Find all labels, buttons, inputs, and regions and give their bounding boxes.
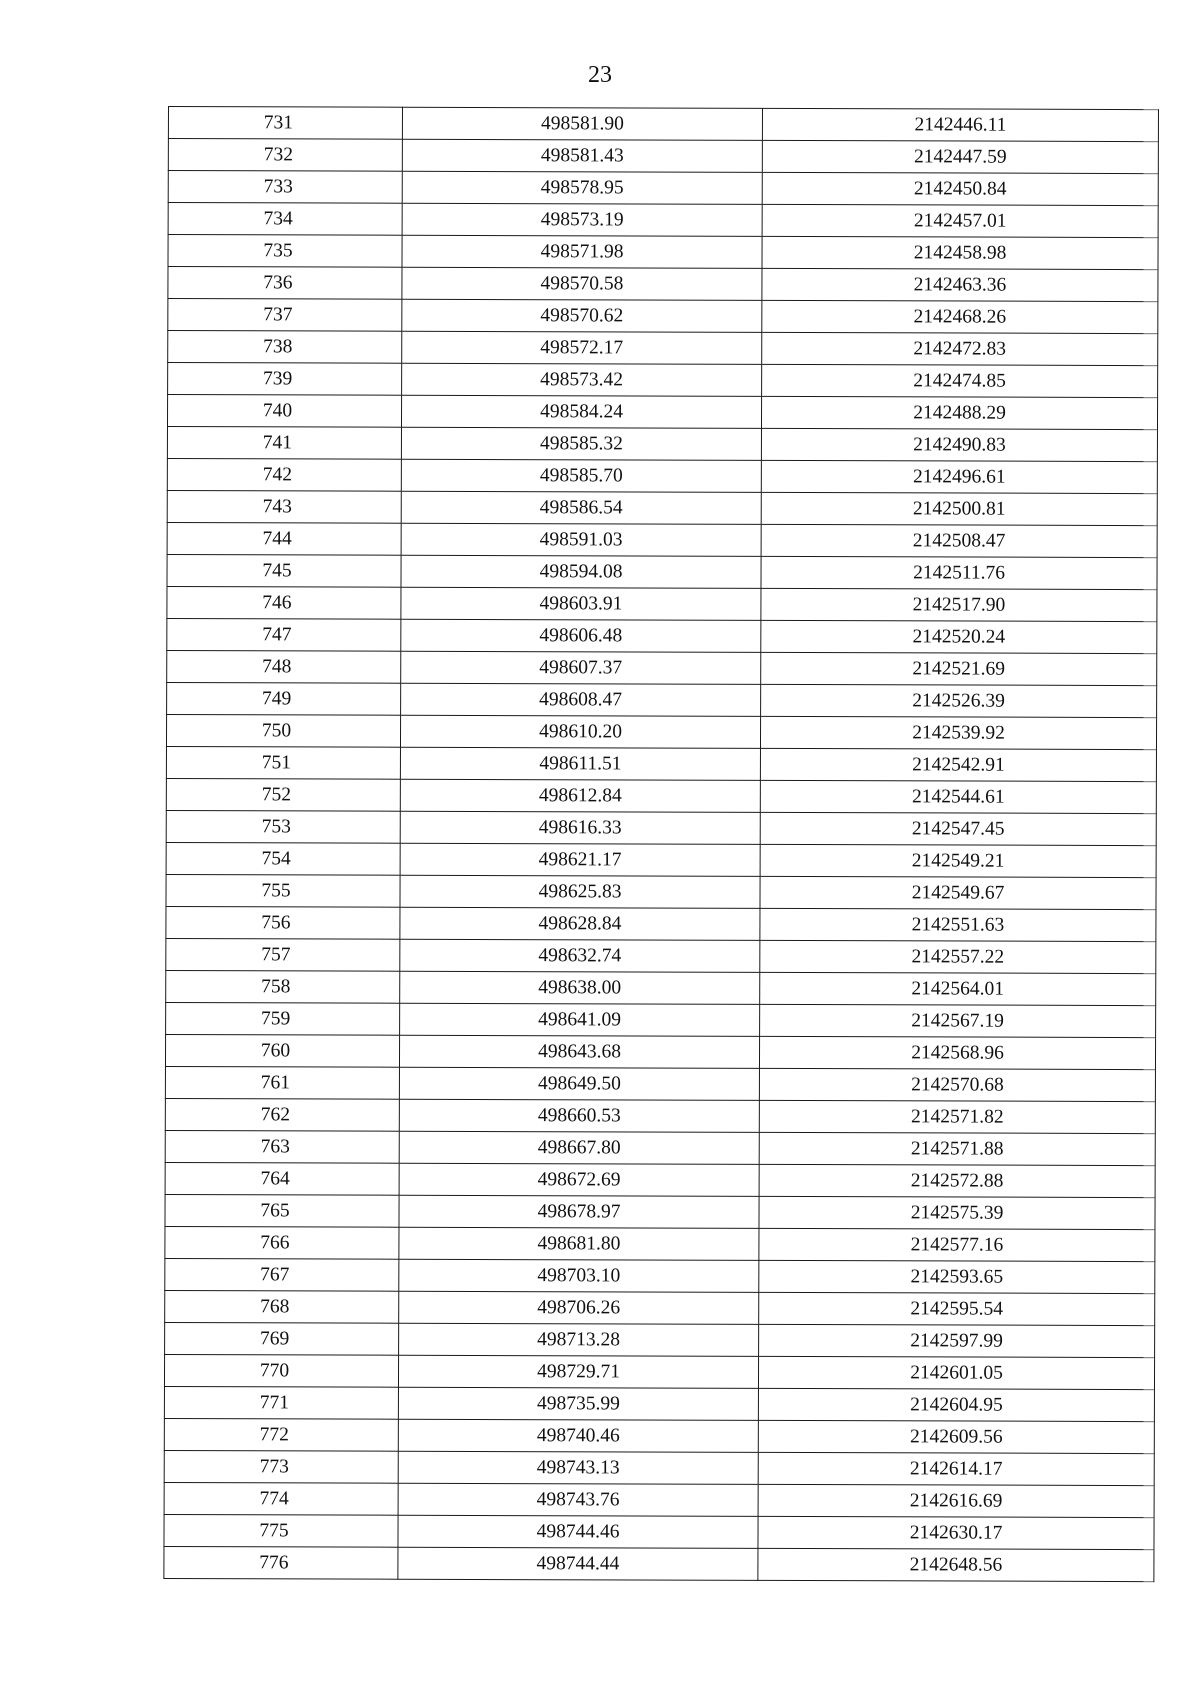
x-coordinate-cell: 498606.48 [401,619,761,652]
x-coordinate-cell: 498603.91 [401,587,761,620]
x-coordinate-cell: 498578.95 [402,171,762,204]
table-row [167,554,1157,589]
table-row [168,235,1158,270]
table-row [165,1162,1155,1197]
y-coordinate-cell: 2142508.47 [761,524,1157,557]
point-number-cell: 745 [167,554,401,587]
y-coordinate-cell: 2142575.39 [759,1196,1155,1229]
x-coordinate-cell: 498678.97 [399,1195,759,1228]
table-row [164,1482,1154,1517]
y-coordinate-cell: 2142551.63 [760,908,1156,941]
table-row [166,938,1156,973]
point-number-cell: 774 [164,1482,398,1515]
y-coordinate-cell: 2142614.17 [758,1452,1154,1485]
y-coordinate-cell: 2142458.98 [762,236,1158,269]
table-row [165,1322,1155,1357]
x-coordinate-cell: 498586.54 [401,491,761,524]
table-row [164,1450,1154,1485]
x-coordinate-cell: 498611.51 [400,747,760,780]
table-row [165,1258,1155,1293]
table-row [168,203,1158,238]
point-number-cell: 764 [165,1162,399,1195]
x-coordinate-cell: 498672.69 [399,1163,759,1196]
point-number-cell: 756 [166,906,400,939]
point-number-cell: 762 [165,1098,399,1131]
x-coordinate-cell: 498573.19 [402,203,762,236]
point-number-cell: 775 [164,1514,398,1547]
table-row [166,1002,1156,1037]
table-row [165,1034,1155,1069]
y-coordinate-cell: 2142549.21 [760,844,1156,877]
x-coordinate-cell: 498632.74 [400,939,760,972]
x-coordinate-cell: 498649.50 [399,1067,759,1100]
x-coordinate-cell: 498570.62 [402,299,762,332]
point-number-cell: 749 [167,682,401,715]
y-coordinate-cell: 2142496.61 [761,460,1157,493]
x-coordinate-cell: 498641.09 [400,1003,760,1036]
x-coordinate-cell: 498571.98 [402,235,762,268]
table-row [167,650,1157,685]
table-row [164,1418,1154,1453]
point-number-cell: 736 [168,267,402,300]
y-coordinate-cell: 2142601.05 [758,1356,1154,1389]
x-coordinate-cell: 498713.28 [399,1323,759,1356]
x-coordinate-cell: 498607.37 [401,651,761,684]
y-coordinate-cell: 2142490.83 [761,428,1157,461]
point-number-cell: 738 [168,331,402,364]
y-coordinate-cell: 2142571.82 [759,1100,1155,1133]
point-number-cell: 748 [167,650,401,683]
table-row [164,1354,1154,1389]
y-coordinate-cell: 2142593.65 [759,1260,1155,1293]
y-coordinate-cell: 2142539.92 [760,716,1156,749]
table-row [168,171,1158,206]
x-coordinate-cell: 498585.70 [401,459,761,492]
x-coordinate-cell: 498591.03 [401,523,761,556]
table-row [166,970,1156,1005]
x-coordinate-cell: 498621.17 [400,843,760,876]
point-number-cell: 769 [165,1322,399,1355]
point-number-cell: 733 [168,171,402,204]
y-coordinate-cell: 2142572.88 [759,1164,1155,1197]
x-coordinate-cell: 498628.84 [400,907,760,940]
y-coordinate-cell: 2142544.61 [760,780,1156,813]
x-coordinate-cell: 498638.00 [400,971,760,1004]
point-number-cell: 746 [167,586,401,619]
coordinate-table [163,106,1159,1582]
table-row [165,1066,1155,1101]
y-coordinate-cell: 2142500.81 [761,492,1157,525]
y-coordinate-cell: 2142648.56 [758,1548,1154,1581]
point-number-cell: 753 [166,810,400,843]
y-coordinate-cell: 2142595.54 [759,1292,1155,1325]
y-coordinate-cell: 2142542.91 [760,748,1156,781]
y-coordinate-cell: 2142567.19 [760,1004,1156,1037]
point-number-cell: 731 [168,107,402,140]
table-row [167,490,1157,525]
table-row [167,427,1157,462]
point-number-cell: 763 [165,1130,399,1163]
point-number-cell: 759 [166,1002,400,1035]
point-number-cell: 752 [166,778,400,811]
point-number-cell: 751 [166,746,400,779]
point-number-cell: 768 [165,1290,399,1323]
y-coordinate-cell: 2142446.11 [762,108,1158,141]
y-coordinate-cell: 2142457.01 [762,204,1158,237]
point-number-cell: 747 [167,618,401,651]
table-row [166,746,1156,781]
point-number-cell: 765 [165,1194,399,1227]
y-coordinate-cell: 2142450.84 [762,172,1158,205]
point-number-cell: 755 [166,874,400,907]
y-coordinate-cell: 2142472.83 [762,332,1158,365]
y-coordinate-cell: 2142549.67 [760,876,1156,909]
y-coordinate-cell: 2142517.90 [761,588,1157,621]
y-coordinate-cell: 2142547.45 [760,812,1156,845]
x-coordinate-cell: 498625.83 [400,875,760,908]
table-row [165,1226,1155,1261]
y-coordinate-cell: 2142511.76 [761,556,1157,589]
point-number-cell: 758 [166,970,400,1003]
point-number-cell: 770 [164,1354,398,1387]
point-number-cell: 771 [164,1386,398,1419]
table-row [168,363,1158,398]
table-row [167,458,1157,493]
table-row [168,299,1158,334]
table-row [164,1514,1154,1549]
x-coordinate-cell: 498706.26 [399,1291,759,1324]
point-number-cell: 743 [167,490,401,523]
y-coordinate-cell: 2142520.24 [761,620,1157,653]
point-number-cell: 772 [164,1418,398,1451]
x-coordinate-cell: 498740.46 [398,1419,758,1452]
y-coordinate-cell: 2142616.69 [758,1484,1154,1517]
table-row [165,1130,1155,1165]
table-row [164,1546,1154,1581]
x-coordinate-cell: 498660.53 [399,1099,759,1132]
table-row [167,682,1157,717]
point-number-cell: 735 [168,235,402,268]
y-coordinate-cell: 2142568.96 [759,1036,1155,1069]
table-row [166,874,1156,909]
x-coordinate-cell: 498743.76 [398,1483,758,1516]
y-coordinate-cell: 2142577.16 [759,1228,1155,1261]
x-coordinate-cell: 498585.32 [401,427,761,460]
point-number-cell: 750 [166,714,400,747]
point-number-cell: 760 [165,1034,399,1067]
point-number-cell: 741 [167,427,401,460]
y-coordinate-cell: 2142597.99 [759,1324,1155,1357]
point-number-cell: 742 [167,458,401,491]
y-coordinate-cell: 2142463.36 [762,268,1158,301]
table-row [168,331,1158,366]
x-coordinate-cell: 498643.68 [399,1035,759,1068]
point-number-cell: 773 [164,1450,398,1483]
x-coordinate-cell: 498744.44 [398,1547,758,1580]
table-row [165,1098,1155,1133]
x-coordinate-cell: 498608.47 [401,683,761,716]
table-row [167,522,1157,557]
y-coordinate-cell: 2142474.85 [762,364,1158,397]
point-number-cell: 776 [164,1546,398,1579]
y-coordinate-cell: 2142447.59 [762,140,1158,173]
x-coordinate-cell: 498743.13 [398,1451,758,1484]
y-coordinate-cell: 2142521.69 [761,652,1157,685]
table-row [166,778,1156,813]
x-coordinate-cell: 498703.10 [399,1259,759,1292]
table-row [164,1386,1154,1421]
x-coordinate-cell: 498572.17 [402,331,762,364]
x-coordinate-cell: 498581.90 [402,107,762,140]
y-coordinate-cell: 2142570.68 [759,1068,1155,1101]
x-coordinate-cell: 498616.33 [400,811,760,844]
x-coordinate-cell: 498729.71 [398,1355,758,1388]
y-coordinate-cell: 2142526.39 [761,684,1157,717]
table-row [167,586,1157,621]
x-coordinate-cell: 498667.80 [399,1131,759,1164]
table-row [168,267,1158,302]
point-number-cell: 761 [165,1066,399,1099]
table-row [166,842,1156,877]
y-coordinate-cell: 2142604.95 [758,1388,1154,1421]
x-coordinate-cell: 498735.99 [398,1387,758,1420]
point-number-cell: 766 [165,1226,399,1259]
x-coordinate-cell: 498594.08 [401,555,761,588]
table-row [168,139,1158,174]
table-row [168,107,1158,142]
point-number-cell: 744 [167,522,401,555]
x-coordinate-cell: 498570.58 [402,267,762,300]
table-row [166,714,1156,749]
table-row [167,395,1157,430]
x-coordinate-cell: 498610.20 [400,715,760,748]
point-number-cell: 739 [168,363,402,396]
table-row [166,810,1156,845]
page-number: 23 [588,62,612,88]
x-coordinate-cell: 498744.46 [398,1515,758,1548]
point-number-cell: 732 [168,139,402,172]
y-coordinate-cell: 2142609.56 [758,1420,1154,1453]
y-coordinate-cell: 2142488.29 [761,396,1157,429]
x-coordinate-cell: 498581.43 [402,139,762,172]
point-number-cell: 740 [167,395,401,428]
point-number-cell: 757 [166,938,400,971]
x-coordinate-cell: 498612.84 [400,779,760,812]
table-row [167,618,1157,653]
point-number-cell: 754 [166,842,400,875]
y-coordinate-cell: 2142571.88 [759,1132,1155,1165]
x-coordinate-cell: 498573.42 [402,363,762,396]
table-row [165,1194,1155,1229]
table-row [165,1290,1155,1325]
y-coordinate-cell: 2142630.17 [758,1516,1154,1549]
x-coordinate-cell: 498681.80 [399,1227,759,1260]
point-number-cell: 737 [168,299,402,332]
y-coordinate-cell: 2142564.01 [760,972,1156,1005]
x-coordinate-cell: 498584.24 [401,395,761,428]
y-coordinate-cell: 2142468.26 [762,300,1158,333]
coordinate-table-body [164,107,1159,1582]
point-number-cell: 734 [168,203,402,236]
y-coordinate-cell: 2142557.22 [760,940,1156,973]
point-number-cell: 767 [165,1258,399,1291]
table-row [166,906,1156,941]
